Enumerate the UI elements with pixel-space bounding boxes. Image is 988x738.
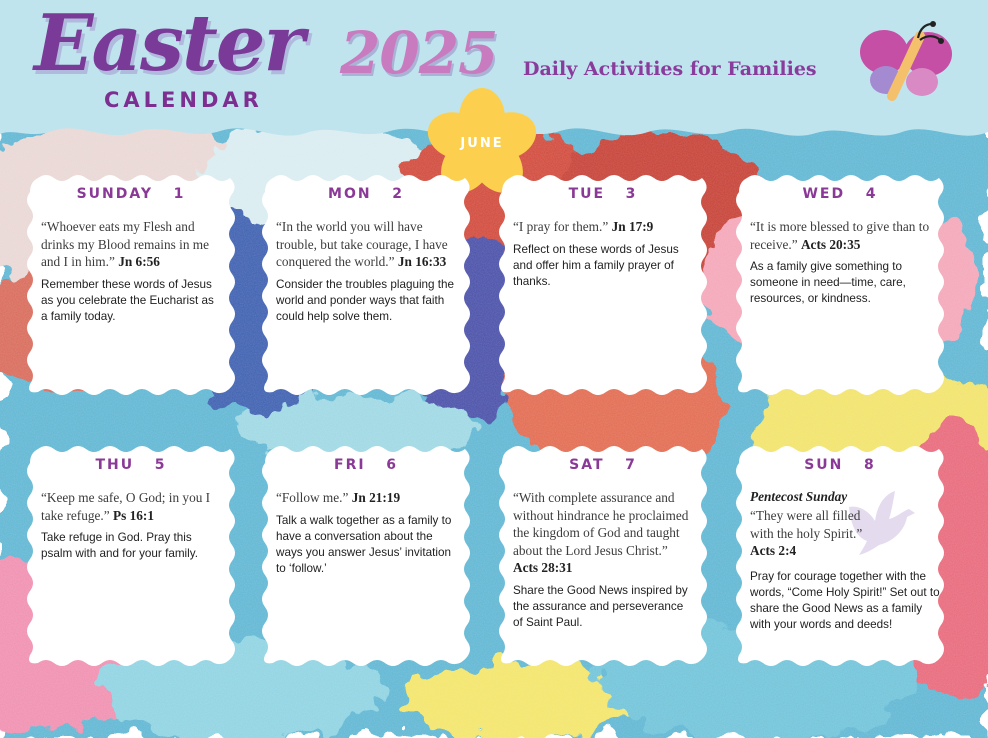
month-label: JUNE: [460, 136, 504, 151]
day-card: [24, 443, 238, 669]
scripture-quote: [41, 489, 223, 524]
day-card: [496, 172, 710, 398]
weekday: THU: [95, 457, 135, 473]
day-heading: [24, 457, 238, 473]
activity-text: Talk a walk together as a family to have a conversation about the ways you answer Jesus’ invitation to ‘follow.’: [276, 513, 452, 575]
weekday: SUN: [804, 457, 844, 473]
quote-text: “With complete assurance and without hindrance he proclaimed the kingdom of God and taught about the Lord Jesus Christ.”: [513, 490, 689, 558]
date-number: 7: [625, 457, 637, 473]
scripture-quote: [513, 489, 695, 577]
day-card: [733, 443, 947, 669]
scripture-reference: Acts 28:31: [513, 560, 573, 575]
day-heading: [259, 457, 473, 473]
day-heading: [733, 457, 947, 473]
quote-text: “Keep me safe, O God; in you I take refuge.”: [41, 490, 211, 523]
quote-text: “Follow me.”: [276, 490, 349, 505]
date-number: 6: [386, 457, 398, 473]
day-content: [276, 218, 458, 325]
day-activity: [750, 569, 940, 633]
activity-text: Pray for courage together with the words, “Come Holy Spirit!” Set out to share the Good News as a family with your words and deeds!: [750, 570, 940, 631]
activity-text: As a family give something to someone in need—time, care, resources, or kindness.: [750, 260, 906, 305]
date-number: 5: [154, 457, 167, 473]
quote-text: “I pray for them.”: [513, 219, 609, 234]
date-number: 1: [173, 186, 186, 202]
day-card: [24, 172, 238, 398]
calendar-title-word: Easter: [34, 0, 303, 89]
date-number: 3: [625, 186, 638, 202]
quote-text: “Whoever eats my Flesh and drinks my Blood remains in me and I in him.”: [41, 219, 210, 269]
day-heading: [733, 186, 947, 202]
scripture-reference: Jn 17:9: [611, 219, 654, 234]
weekday: SAT: [569, 457, 605, 473]
day-card: [259, 172, 473, 398]
quote-text: “It is more blessed to give than to receive.”: [750, 219, 930, 252]
day-heading: [259, 186, 473, 202]
scripture-reference: Jn 6:56: [118, 254, 160, 269]
activity-text: Share the Good News inspired by the assurance and perseverance of Saint Paul.: [513, 583, 688, 629]
feast-day-label: Pentecost Sunday: [750, 489, 848, 504]
scripture-quote: [41, 218, 223, 271]
calendar-title-sub: CALENDAR: [104, 88, 263, 112]
scripture-reference: Ps 16:1: [112, 507, 154, 523]
activity-text: Reflect on these words of Jesus and offer him a family prayer of thanks.: [513, 242, 679, 288]
scripture-reference: Acts 2:4: [750, 543, 797, 558]
day-heading: [496, 186, 710, 202]
date-number: 4: [865, 186, 878, 202]
activity-text: Take refuge in God. Pray this psalm with and for your family.: [41, 531, 198, 560]
day-content: [41, 218, 223, 325]
scripture-quote: [276, 489, 458, 507]
weekday: FRI: [334, 457, 366, 473]
scripture-reference: Acts 20:35: [800, 236, 861, 252]
activity-text: Remember these words of Jesus as you celebrate the Eucharist as a family today.: [41, 277, 214, 323]
quote-text: “They were all filled with the holy Spirit.”: [750, 508, 863, 541]
date-number: 2: [392, 186, 404, 202]
quote-text: “In the world you will have trouble, but take courage, I have conquered the world.”: [276, 219, 448, 269]
scripture-quote: [750, 507, 870, 560]
weekday: SUNDAY: [76, 186, 154, 202]
day-content: [513, 489, 695, 631]
scripture-quote: [276, 218, 458, 271]
weekday: MON: [328, 186, 372, 202]
activity-text: Consider the troubles plaguing the world and ponder ways that faith could help solve them.: [276, 277, 455, 323]
day-content: [750, 489, 870, 564]
scripture-quote: [513, 218, 695, 236]
tagline: Daily Activities for Families: [523, 58, 817, 80]
weekday: TUE: [568, 186, 606, 202]
calendar-title-year: 2025: [340, 19, 498, 87]
day-card: [733, 172, 947, 398]
day-content: [41, 489, 223, 562]
day-content: [276, 489, 458, 577]
day-content: [750, 218, 932, 307]
day-content: [513, 218, 695, 290]
scripture-reference: Jn 16:33: [397, 254, 447, 269]
day-heading: [496, 457, 710, 473]
day-card: [259, 443, 473, 669]
butterfly-icon: [856, 18, 956, 108]
date-number: 8: [864, 457, 876, 473]
day-card: [496, 443, 710, 669]
day-heading: [24, 186, 238, 202]
scripture-reference: Jn 21:19: [351, 490, 401, 505]
scripture-quote: [750, 218, 932, 253]
weekday: WED: [802, 186, 846, 202]
